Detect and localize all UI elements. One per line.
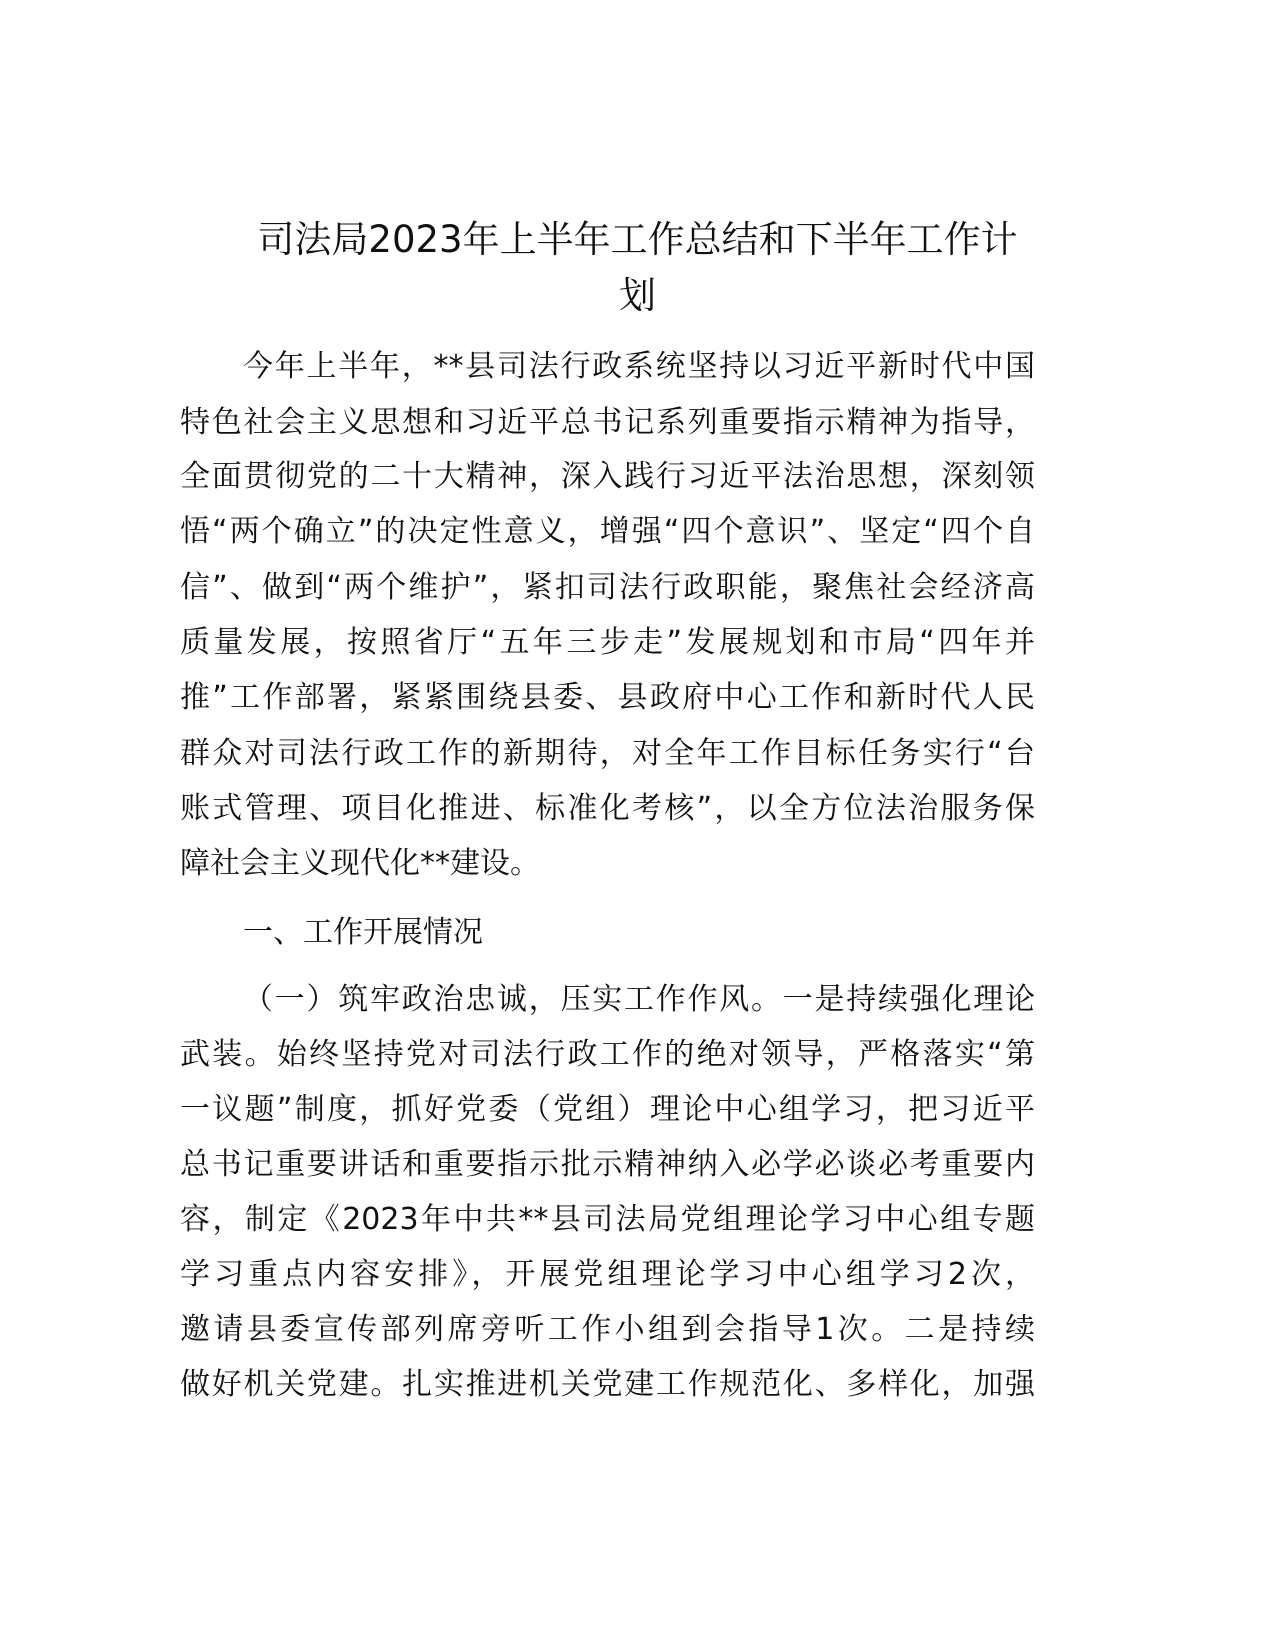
paragraph-line: 悟“两个确立”的决定性意义，增强“四个意识”、坚定“四个自 <box>180 514 1035 549</box>
document-title-continued: 划 <box>619 274 656 317</box>
paragraph-line: 障社会主义现代化**建设。 <box>180 846 540 881</box>
paragraph-line: 推”工作部署，紧紧围绕县委、县政府中心工作和新时代人民 <box>180 680 1035 715</box>
document-title: 司法局2023年上半年工作总结和下半年工作计 <box>257 218 1018 261</box>
paragraph-line: 账式管理、项目化推进、标准化考核”，以全方位法治服务保 <box>180 791 1035 826</box>
paragraph-line: 信”、做到“两个维护”，紧扣司法行政职能，聚焦社会经济高 <box>180 570 1035 605</box>
paragraph-line: 邀请县委宣传部列席旁听工作小组到会指导1次。二是持续 <box>180 1312 1035 1347</box>
paragraph-line: 一议题”制度，抓好党委（党组）理论中心组学习，把习近平 <box>180 1092 1035 1127</box>
paragraph-line: 学习重点内容安排》，开展党组理论学习中心组学习2次， <box>180 1257 1035 1292</box>
paragraph-line: 群众对司法行政工作的新期待，对全年工作目标任务实行“台 <box>180 736 1035 771</box>
paragraph-line: 容，制定《2023年中共**县司法局党组理论学习中心组专题 <box>180 1202 1035 1237</box>
section-heading: 一、工作开展情况 <box>243 915 483 950</box>
paragraph-line: 总书记重要讲话和重要指示批示精神纳入必学必谈必考重要内 <box>180 1147 1035 1182</box>
paragraph-line: 今年上半年，**县司法行政系统坚持以习近平新时代中国 <box>243 349 1035 384</box>
paragraph-line: 做好机关党建。扎实推进机关党建工作规范化、多样化，加强 <box>180 1367 1035 1402</box>
paragraph-line: 质量发展，按照省厅“五年三步走”发展规划和市局“四年并 <box>180 625 1035 660</box>
paragraph-line: 武装。始终坚持党对司法行政工作的绝对领导，严格落实“第 <box>180 1037 1035 1072</box>
paragraph-line: 全面贯彻党的二十大精神，深入践行习近平法治思想，深刻领 <box>180 459 1035 494</box>
paragraph-line: 特色社会主义思想和习近平总书记系列重要指示精神为指导， <box>180 405 1035 440</box>
paragraph-line: （一）筑牢政治忠诚，压实工作作风。一是持续强化理论 <box>243 982 1035 1017</box>
